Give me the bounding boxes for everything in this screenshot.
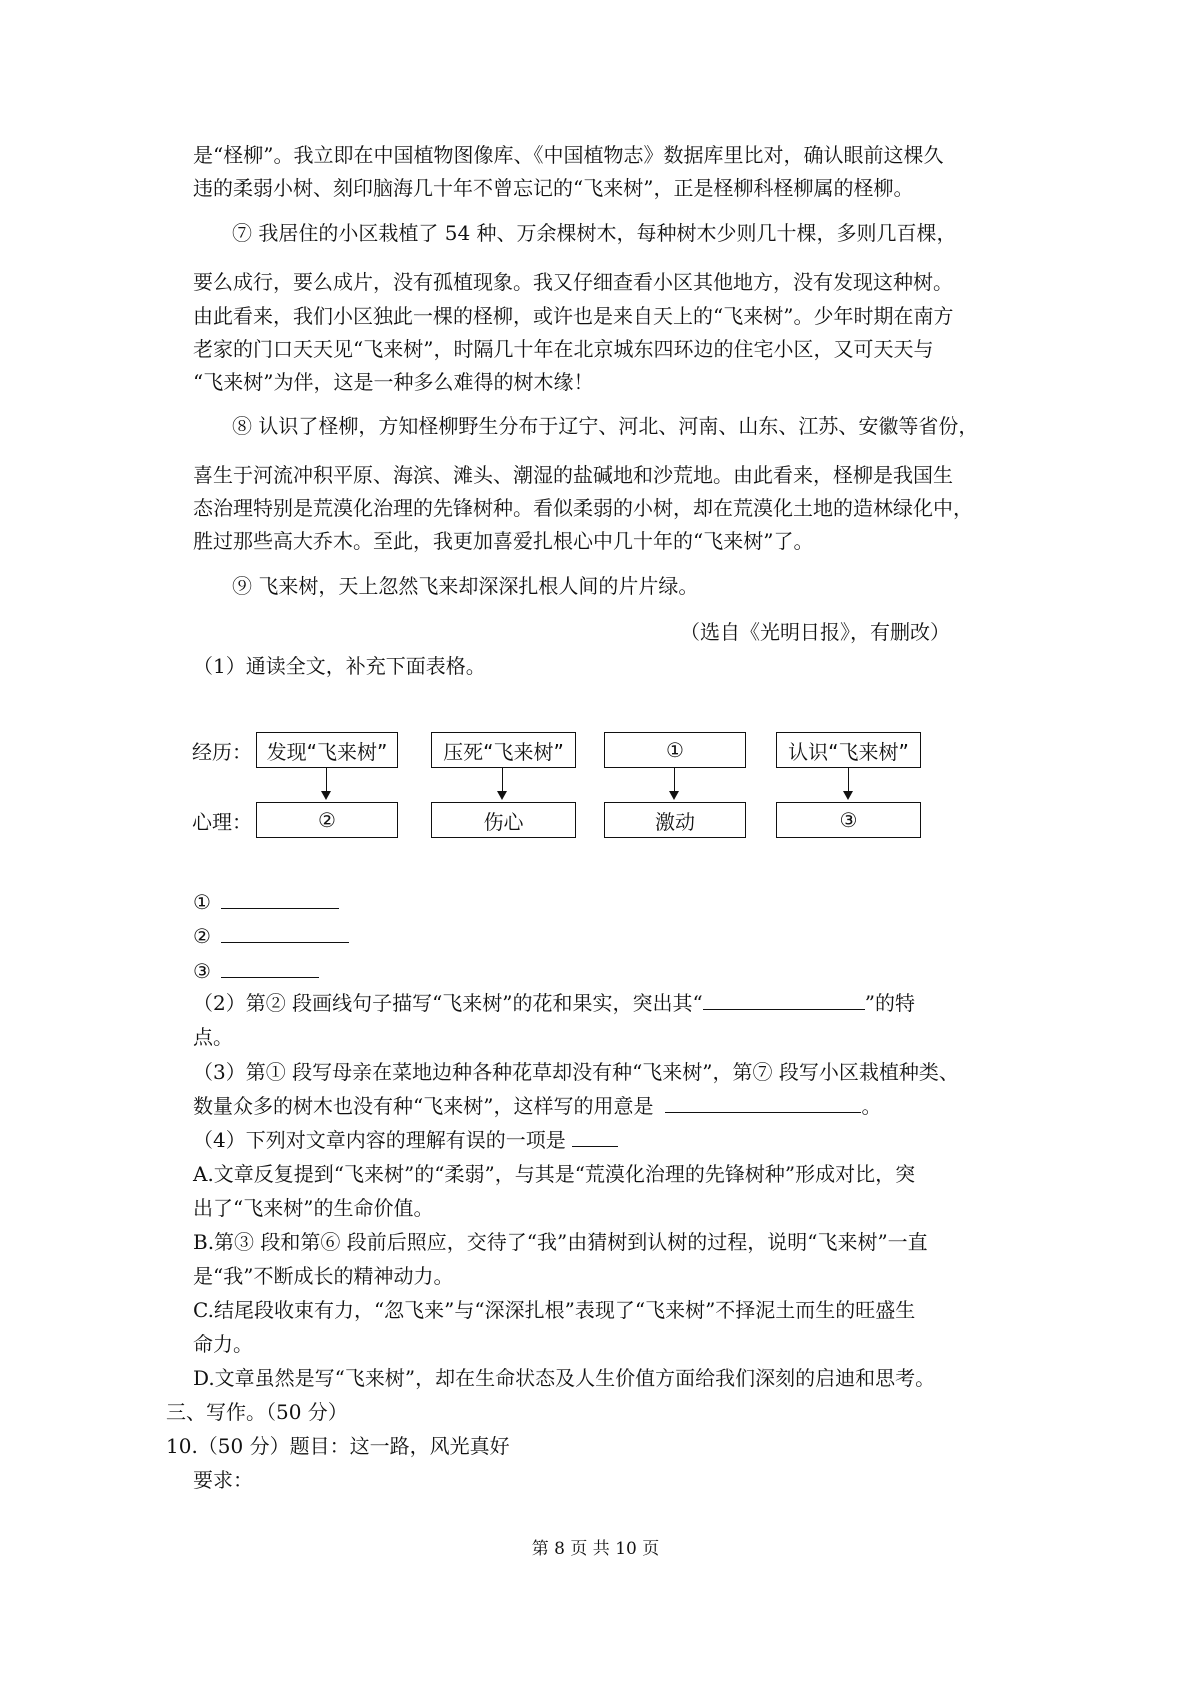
passage-line: 要么成行，要么成片，没有孤植现象。我又仔细查看小区其他地方，没有发现这种树。 [193,270,953,294]
psy-box-2: 伤心 [431,802,576,838]
paragraph-7: ⑦ 我居住的小区栽植了 54 种、万余棵树木，每种树木少则几十棵，多则几百棵， [232,221,957,245]
exp-box-2: 压死“飞来树” [431,732,576,768]
passage-line: 由此看来，我们小区独此一棵的柽柳，或许也是来自天上的“飞来树”。少年时期在南方 [193,304,954,328]
experience-psychology-diagram [192,738,1006,868]
answer-blank[interactable] [703,989,865,1010]
answer-line-3[interactable] [193,957,319,985]
exp-box-3[interactable]: ① [604,732,746,768]
row-label-psychology: 心理： [192,810,252,834]
question-4-text: （4）下列对文章内容的理解有误的一项是 [193,1128,566,1152]
requirements-label: 要求： [193,1468,253,1492]
option-b[interactable]: B.第③ 段和第⑥ 段前后照应，交待了“我”由猜树到认树的过程，说明“飞来树”一直 [193,1230,928,1254]
answer-blank[interactable] [221,922,349,943]
answer-blank[interactable] [221,888,339,909]
question-2-text: （2）第② 段画线句子描写“飞来树”的花和果实，突出其“ [193,991,703,1015]
answer-line-1[interactable] [193,888,339,916]
paragraph-8: ⑧ 认识了柽柳，方知柽柳野生分布于辽宁、河北、河南、山东、江苏、安徽等省份， [232,414,979,438]
question-3: （3）第① 段写母亲在菜地边种各种花草却没有种“飞来树”，第⑦ 段写小区栽植种类、 [193,1060,959,1084]
answer-blank[interactable] [221,957,319,978]
question-3-text: 数量众多的树木也没有种“飞来树”，这样写的用意是 [193,1094,654,1118]
passage-line: “飞来树”为伴，这是一种多么难得的树木缘！ [193,370,594,394]
arrow-down [674,768,675,798]
psy-box-1[interactable]: ② [256,802,398,838]
section-3-heading: 三、写作。（50 分） [166,1400,348,1424]
passage-line: 态治理特别是荒漠化治理的先锋树种。看似柔弱的小树，却在荒漠化土地的造林绿化中， [193,496,973,520]
exp-box-4: 认识“飞来树” [776,732,921,768]
passage-line: 违的柔弱小树、刻印脑海几十年不曾忘记的“飞来树”，正是柽柳科柽柳属的柽柳。 [193,176,914,200]
answer-marker: ① [193,890,211,914]
question-3-text: 。 [861,1094,882,1118]
question-2 [193,989,915,1017]
question-10: 10.（50 分）题目：这一路，风光真好 [166,1434,510,1458]
question-4 [193,1126,618,1154]
psy-box-3: 激动 [604,802,746,838]
option-d[interactable]: D.文章虽然是写“飞来树”，却在生命状态及人生价值方面给我们深刻的启迪和思考。 [193,1366,936,1390]
answer-blank[interactable] [665,1092,861,1113]
arrow-down [848,768,849,798]
arrow-down [502,768,503,798]
page-footer: 第 8 页 共 10 页 [531,1539,660,1559]
option-c[interactable]: C.结尾段收束有力，“忽飞来”与“深深扎根”表现了“飞来树”不择泥土而生的旺盛生 [193,1298,916,1322]
passage-line: 老家的门口天天见“飞来树”，时隔几十年在北京城东四环边的住宅小区，又可天天与 [193,337,934,361]
answer-marker: ② [193,924,211,948]
paragraph-9: ⑨ 飞来树，天上忽然飞来却深深扎根人间的片片绿。 [232,574,699,598]
option-a[interactable]: A.文章反复提到“飞来树”的“柔弱”，与其是“荒漠化治理的先锋树种”形成对比，突 [193,1162,916,1186]
option-b-cont: 是“我”不断成长的精神动力。 [193,1264,454,1288]
psy-box-4[interactable]: ③ [776,802,921,838]
arrow-down [326,768,327,798]
question-2-cont: 点。 [193,1025,233,1049]
exp-box-1: 发现“飞来树” [256,732,398,768]
passage-line: 是“柽柳”。我立即在中国植物图像库、《中国植物志》数据库里比对，确认眼前这棵久 [193,143,944,167]
answer-marker: ③ [193,959,211,983]
passage-line: 喜生于河流冲积平原、海滨、滩头、潮湿的盐碱地和沙荒地。由此看来，柽柳是我国生 [193,463,953,487]
source-citation: （选自《光明日报》，有删改） [680,620,950,644]
question-1-prompt: （1）通读全文，补充下面表格。 [193,654,486,678]
answer-line-2[interactable] [193,922,349,950]
passage-line: 胜过那些高大乔木。至此，我更加喜爱扎根心中几十年的“飞来树”了。 [193,529,814,553]
answer-blank[interactable] [572,1126,618,1147]
question-2-text: ”的特 [864,991,915,1015]
question-3-cont [193,1092,881,1120]
option-a-cont: 出了“飞来树”的生命价值。 [193,1196,434,1220]
option-c-cont: 命力。 [193,1332,253,1356]
row-label-experience: 经历： [192,740,252,764]
